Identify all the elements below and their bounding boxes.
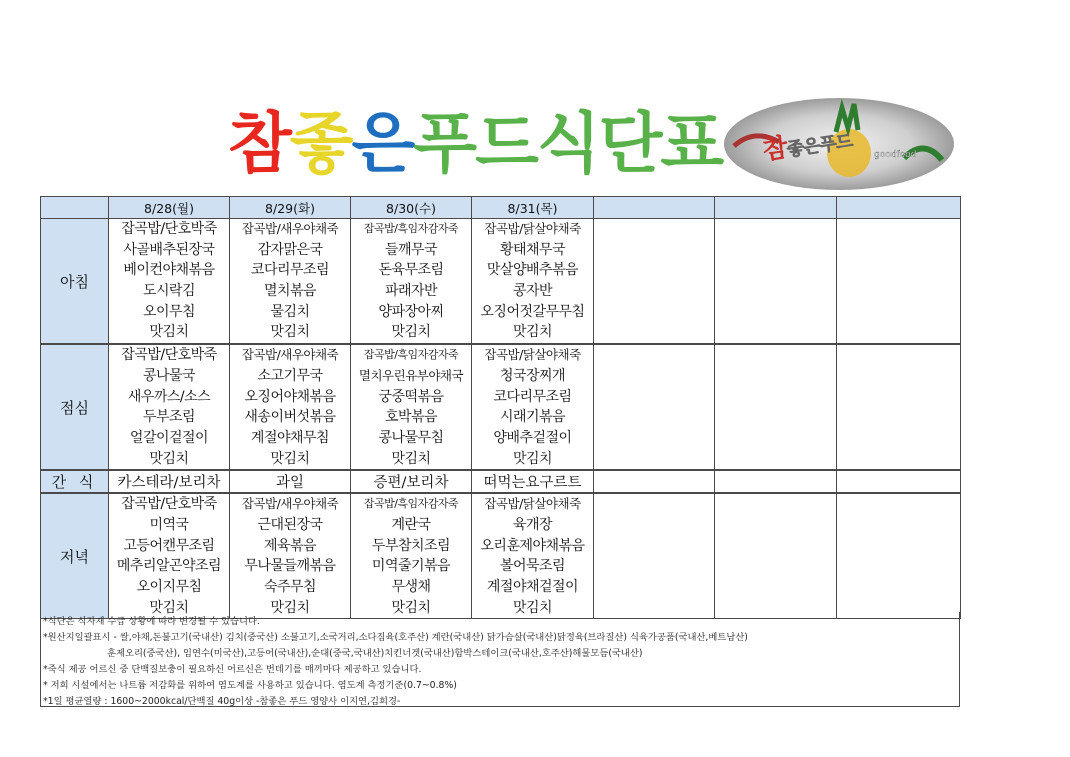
title-char: 푸 <box>413 105 476 182</box>
menu-cell <box>472 219 594 345</box>
menu-item: 오이지무침 <box>136 579 202 595</box>
menu-item: 볼어묵조림 <box>499 558 566 575</box>
menu-item: 호박볶음 <box>384 409 438 426</box>
snack-label: 간 식 <box>41 470 109 493</box>
menu-item: 맛김치 <box>149 599 189 616</box>
title-char: 참 <box>228 105 290 182</box>
menu-item: 잡곡밥/새우야채죽 <box>241 221 339 236</box>
menu-item: 돈육무조림 <box>378 262 444 279</box>
menu-item: 잡곡밥/단호박죽 <box>121 221 217 237</box>
menu-item: 콩나물무침 <box>378 429 444 446</box>
note-line: *원산지일괄표시 - 쌀,야채,돈불고기(국내산) 김치(중국산) 소불고기,소국거리,소다짐육(호주산) 계란(국내산) 닭가슴살(국내산)닭정육(브라질산) 식육가공품(국내산,베트남산) <box>43 632 748 643</box>
menu-item: 계란국 <box>391 516 431 533</box>
menu-item: 잡곡밥/닭살야채죽 <box>484 221 581 236</box>
date-header-empty <box>594 197 715 219</box>
menu-item: 잡곡밥/새우야채죽 <box>241 496 339 512</box>
menu-item: 맛김치 <box>391 450 431 467</box>
menu-item: 미역국 <box>149 516 189 533</box>
menu-item: 육개장 <box>512 516 553 533</box>
menu-item: 멸치우린유부야채국 <box>358 367 464 383</box>
menu-cell <box>472 344 594 470</box>
snack-row <box>41 470 961 493</box>
date-header: 8/28(월) <box>109 197 230 219</box>
menu-item: 베이컨야채볶음 <box>123 262 215 279</box>
menu-cell <box>109 344 230 470</box>
date-header: 8/31(목) <box>472 197 594 219</box>
menu-item: 제육볶음 <box>263 537 317 554</box>
menu-item: 새송이버섯볶음 <box>244 409 336 426</box>
menu-item: 메추리알곤약조림 <box>116 558 222 575</box>
menu-item: 잡곡밥/닭살야채죽 <box>484 347 581 363</box>
menu-item: 파래자반 <box>384 283 438 300</box>
menu-item: 콩자반 <box>512 283 553 300</box>
title-char: 단 <box>598 105 661 182</box>
menu-cell-empty <box>837 344 961 470</box>
snack-cell: 떠먹는요구르트 <box>472 470 594 493</box>
meal-label: 점심 <box>41 344 109 470</box>
snack-cell-empty <box>715 470 837 493</box>
menu-item: 맛김치 <box>512 599 553 616</box>
menu-item: 맛김치 <box>512 324 553 341</box>
menu-item: 청국장찌개 <box>499 367 566 384</box>
menu-item: 잡곡밥/흑임자감자죽 <box>363 222 459 235</box>
note-line: *죽식 제공 어르신 중 단백질보충이 필요하신 어르신은 번데기를 매끼마다 제공하고 있습니다. <box>43 664 422 675</box>
menu-item: 오징어젓갈무무침 <box>480 303 585 320</box>
snack-cell: 카스테라/보리차 <box>109 470 230 493</box>
title-char: 좋 <box>289 105 352 182</box>
menu-item: 소고기무국 <box>257 367 323 384</box>
menu-cell <box>351 493 472 619</box>
menu-item: 감자맑은국 <box>257 241 323 258</box>
menu-item: 얼갈이겉절이 <box>129 429 209 446</box>
page-title <box>228 105 722 183</box>
menu-cell <box>230 219 351 345</box>
menu-item: 잡곡밥/새우야채죽 <box>241 347 339 363</box>
meal-row-dinner <box>41 493 961 619</box>
menu-item: 궁중떡볶음 <box>378 388 444 405</box>
menu-cell-empty <box>715 493 837 619</box>
menu-item: 사골배추된장국 <box>123 241 215 258</box>
menu-item: 계절야채무침 <box>250 429 330 446</box>
menu-item: 맛김치 <box>149 450 189 467</box>
menu-item: 맛김치 <box>391 324 431 341</box>
meal-row-lunch <box>41 344 961 470</box>
title-char: 은 <box>351 105 414 182</box>
menu-item: 잡곡밥/단호박죽 <box>121 496 217 513</box>
menu-item: 두부조림 <box>142 409 196 426</box>
menu-item: 시래기볶음 <box>499 409 566 426</box>
menu-cell <box>351 344 472 470</box>
menu-item: 맛김치 <box>512 450 553 467</box>
meal-label: 저녁 <box>41 493 109 619</box>
menu-item: 맛김치 <box>270 324 310 341</box>
note-line: *식단은 식자재 수급 상황에 따라 변경될 수 있습니다. <box>43 616 260 627</box>
meal-label: 아침 <box>41 219 109 345</box>
snack-cell-empty <box>837 470 961 493</box>
menu-cell <box>351 219 472 345</box>
menu-item: 오이무침 <box>142 303 196 320</box>
menu-item: 무나물들깨볶음 <box>244 558 336 575</box>
menu-item: 새우까스/소스 <box>127 388 211 405</box>
notes-box <box>40 612 960 707</box>
menu-cell <box>230 493 351 619</box>
menu-item: 물김치 <box>270 303 310 320</box>
note-line: 훈제오리(중국산), 임연수(미국산),고등어(국내산),순대(중국,국내산)치킨너겟(국내산)함박스테이크(국내산,호주산)해물모듬(국내산) <box>107 648 643 659</box>
menu-table <box>40 196 961 619</box>
logo-subtext: goodfood <box>874 150 917 160</box>
menu-item: 무생채 <box>391 579 431 595</box>
menu-item: 콩나물국 <box>142 367 196 384</box>
menu-cell-empty <box>594 493 715 619</box>
menu-item: 잡곡밥/흑임자감자죽 <box>363 497 459 511</box>
snack-cell: 과일 <box>230 470 351 493</box>
date-header: 8/30(수) <box>351 197 472 219</box>
menu-item: 도시락김 <box>142 283 196 300</box>
menu-item: 맛김치 <box>391 599 431 616</box>
menu-item: 맛김치 <box>270 599 310 616</box>
menu-item: 맛살양배추볶음 <box>486 262 579 279</box>
menu-item: 잡곡밥/단호박죽 <box>121 347 217 364</box>
menu-item: 잡곡밥/흑임자감자죽 <box>363 348 459 362</box>
brand-logo <box>724 98 954 190</box>
note-line: *1일 평균열량 : 1600~2000kcal/단백질 40g이상 -참좋은 푸드 영양사 이지연,김희경- <box>43 696 401 707</box>
meal-row-breakfast <box>41 219 961 345</box>
snack-cell-empty <box>594 470 715 493</box>
date-header: 8/29(화) <box>230 197 351 219</box>
menu-item: 코다리무조림 <box>250 262 330 279</box>
menu-cell-empty <box>715 219 837 345</box>
menu-cell <box>230 344 351 470</box>
menu-item: 계절야채겉절이 <box>486 579 579 595</box>
menu-cell-empty <box>594 344 715 470</box>
menu-item: 고등어캔무조림 <box>123 537 215 554</box>
note-line: * 저희 시설에서는 나트륨 저감화를 위하여 염도계를 사용하고 있습니다. 염도계 측정기준(0.7~0.8%) <box>43 680 457 691</box>
menu-item: 양파장아찌 <box>378 303 444 320</box>
menu-cell-empty <box>837 219 961 345</box>
menu-cell <box>472 493 594 619</box>
title-char: 표 <box>660 105 723 182</box>
menu-cell-empty <box>715 344 837 470</box>
date-header-row <box>41 197 961 219</box>
logo-text: 참좋은푸드 <box>760 130 854 167</box>
date-header-empty <box>837 197 961 219</box>
menu-item: 양배추겉절이 <box>493 429 572 446</box>
menu-item: 황태채무국 <box>499 241 566 258</box>
menu-cell <box>109 493 230 619</box>
menu-item: 오징어야채볶음 <box>244 388 336 405</box>
menu-item: 들깨무국 <box>384 241 438 258</box>
menu-item: 미역줄기볶음 <box>371 558 451 575</box>
menu-item: 맛김치 <box>149 324 189 341</box>
title-char: 식 <box>536 105 599 182</box>
menu-item: 근대된장국 <box>257 516 323 533</box>
menu-item: 코다리무조림 <box>493 388 572 405</box>
menu-item: 멸치볶음 <box>263 283 317 300</box>
menu-item: 잡곡밥/닭살야채죽 <box>484 496 581 512</box>
date-header-empty <box>715 197 837 219</box>
menu-cell-empty <box>837 493 961 619</box>
menu-item: 맛김치 <box>270 450 310 467</box>
snack-cell: 증편/보리차 <box>351 470 472 493</box>
menu-cell-empty <box>594 219 715 345</box>
menu-cell <box>109 219 230 345</box>
header-corner <box>41 197 109 219</box>
title-char: 드 <box>475 105 537 182</box>
menu-item: 숙주무침 <box>263 579 317 595</box>
menu-item: 오리훈제야채볶음 <box>480 537 585 554</box>
menu-item: 두부참치조림 <box>371 537 451 554</box>
